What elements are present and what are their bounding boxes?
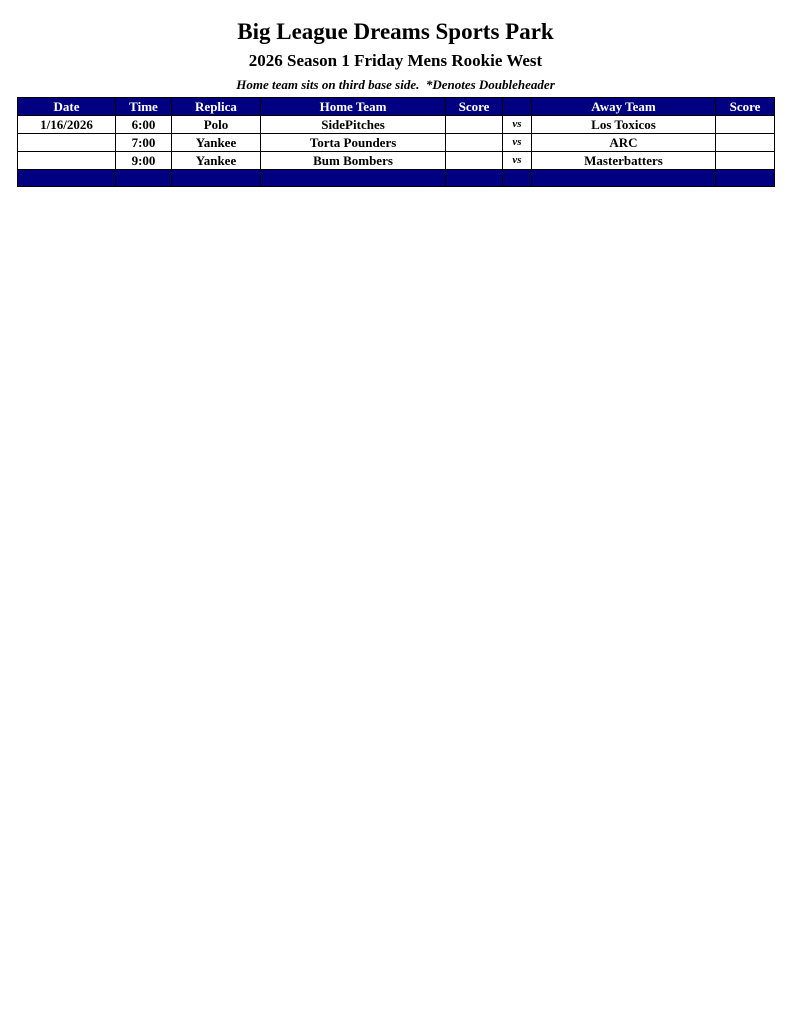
cell-vs: vs <box>503 152 532 170</box>
cell-time: 9:00 <box>116 152 172 170</box>
cell-date: 1/16/2026 <box>18 116 116 134</box>
footer-cell <box>172 170 261 187</box>
column-header-away-team: Away Team <box>532 98 716 116</box>
cell-vs: vs <box>503 116 532 134</box>
cell-vs: vs <box>503 134 532 152</box>
table-row <box>18 116 775 134</box>
footer-cell <box>116 170 172 187</box>
cell-home-score <box>446 152 503 170</box>
cell-away-team: Masterbatters <box>532 152 716 170</box>
cell-date <box>18 134 116 152</box>
cell-home-team: SidePitches <box>261 116 446 134</box>
table-row <box>18 134 775 152</box>
cell-home-score <box>446 134 503 152</box>
cell-away-score <box>716 152 775 170</box>
column-header-replica: Replica <box>172 98 261 116</box>
footer-cell <box>446 170 503 187</box>
cell-date <box>18 152 116 170</box>
page-subtitle: 2026 Season 1 Friday Mens Rookie West <box>248 51 543 70</box>
cell-replica: Yankee <box>172 152 261 170</box>
footer-cell <box>503 170 532 187</box>
cell-away-team: ARC <box>532 134 716 152</box>
cell-home-team: Bum Bombers <box>261 152 446 170</box>
column-header-home-team: Home Team <box>261 98 446 116</box>
cell-away-score <box>716 116 775 134</box>
cell-away-score <box>716 134 775 152</box>
cell-away-team: Los Toxicos <box>532 116 716 134</box>
cell-time: 6:00 <box>116 116 172 134</box>
column-header-vs <box>503 98 532 116</box>
cell-time: 7:00 <box>116 134 172 152</box>
cell-replica: Yankee <box>172 134 261 152</box>
footer-cell <box>261 170 446 187</box>
page-title: Big League Dreams Sports Park <box>237 19 554 44</box>
column-header-home-score: Score <box>446 98 503 116</box>
table-row <box>18 152 775 170</box>
schedule-note: Home team sits on third base side. *Denotes Doubleheader <box>236 77 555 92</box>
cell-home-team: Torta Pounders <box>261 134 446 152</box>
cell-replica: Polo <box>172 116 261 134</box>
footer-cell <box>18 170 116 187</box>
schedule-table <box>17 97 775 187</box>
cell-home-score <box>446 116 503 134</box>
column-header-away-score: Score <box>716 98 775 116</box>
column-header-date: Date <box>18 98 116 116</box>
table-footer-row <box>18 170 775 187</box>
footer-cell <box>716 170 775 187</box>
footer-cell <box>532 170 716 187</box>
column-header-time: Time <box>116 98 172 116</box>
table-header-row <box>18 98 775 116</box>
